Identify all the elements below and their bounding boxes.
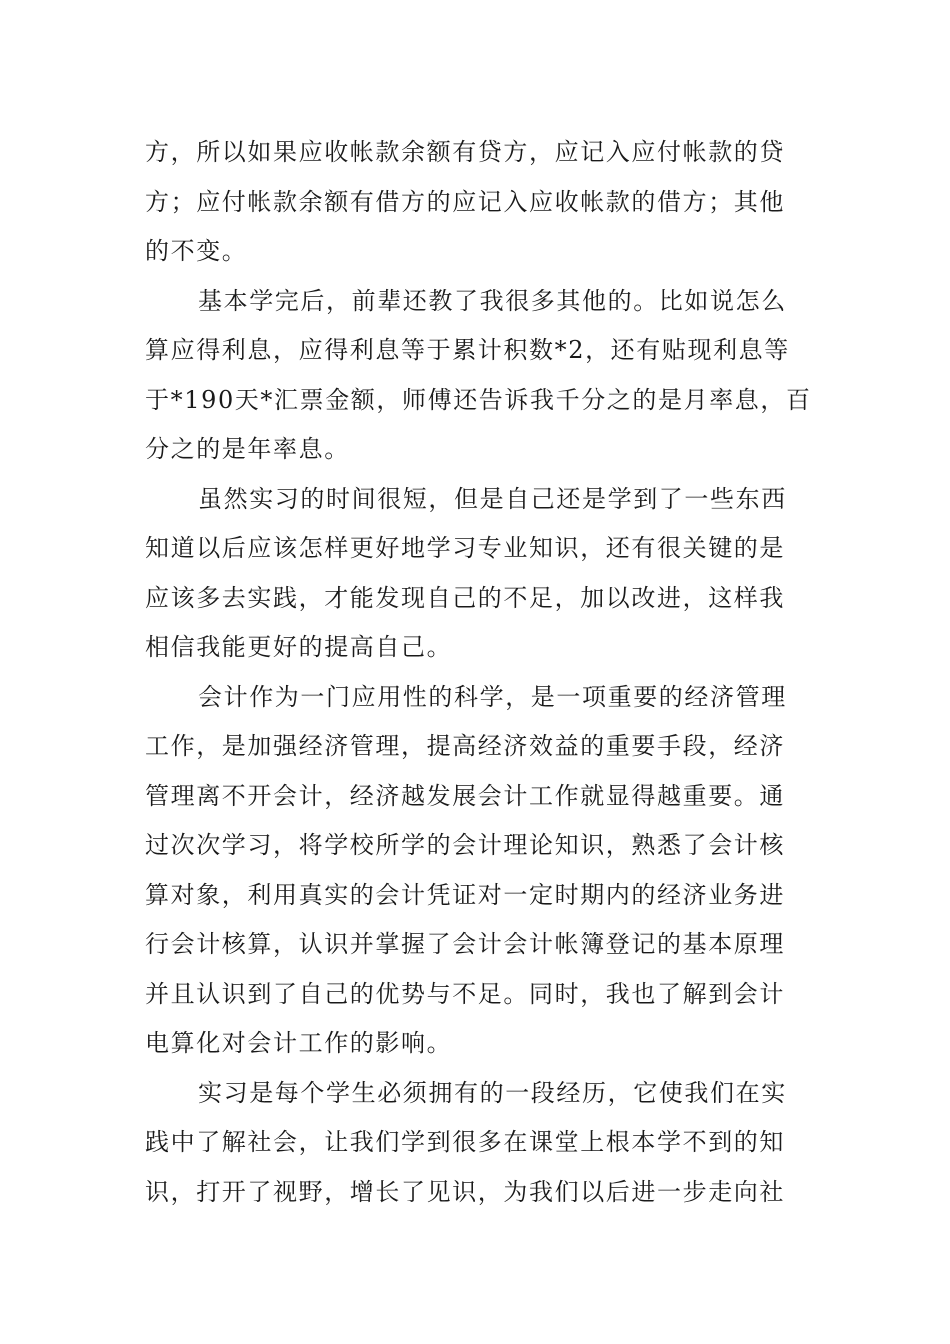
text-line-19: 电算化对会计工作的影响。 <box>145 1029 453 1057</box>
text-line-21: 践中了解社会，让我们学到很多在课堂上根本学不到的知 <box>145 1128 785 1156</box>
text-line-1: 方，所以如果应收帐款余额有贷方，应记入应付帐款的贷 <box>145 138 785 166</box>
text-line-10: 应该多去实践，才能发现自己的不足，加以改进，这样我 <box>145 583 785 612</box>
text-line-13: 工作，是加强经济管理，提高经济效益的重要手段，经济 <box>145 732 785 760</box>
text-line-22: 识，打开了视野，增长了见识，为我们以后进一步走向社 <box>145 1177 785 1206</box>
text-line-11: 相信我能更好的提高自己。 <box>145 633 453 661</box>
text-line-5: 算应得利息，应得利息等于累计积数*2，还有贴现利息等 <box>145 336 790 364</box>
text-line-17: 行会计核算，认识并掌握了会计会计帐簿登记的基本原理 <box>145 930 785 958</box>
text-line-20: 实习是每个学生必须拥有的一段经历，它使我们在实 <box>198 1078 787 1107</box>
text-line-6: 于*190天*汇票金额，师傅还告诉我千分之的是月率息，百 <box>145 385 812 414</box>
text-line-18: 并且认识到了自己的优势与不足。同时，我也了解到会计 <box>145 979 785 1008</box>
text-line-15: 过次次学习，将学校所学的会计理论知识，熟悉了会计核 <box>145 831 785 859</box>
text-line-2: 方；应付帐款余额有借方的应记入应收帐款的借方；其他 <box>145 187 785 216</box>
text-line-16: 算对象，利用真实的会计凭证对一定时期内的经济业务进 <box>145 880 785 909</box>
text-line-12: 会计作为一门应用性的科学，是一项重要的经济管理 <box>198 682 787 711</box>
text-line-7: 分之的是年率息。 <box>145 435 350 463</box>
text-line-9: 知道以后应该怎样更好地学习专业知识，还有很关键的是 <box>145 534 785 562</box>
text-line-3: 的不变。 <box>145 237 248 265</box>
text-line-14: 管理离不开会计，经济越发展会计工作就显得越重要。通 <box>145 781 785 810</box>
text-line-8: 虽然实习的时间很短，但是自己还是学到了一些东西 <box>198 484 787 513</box>
text-line-4: 基本学完后，前辈还教了我很多其他的。比如说怎么 <box>198 286 787 315</box>
